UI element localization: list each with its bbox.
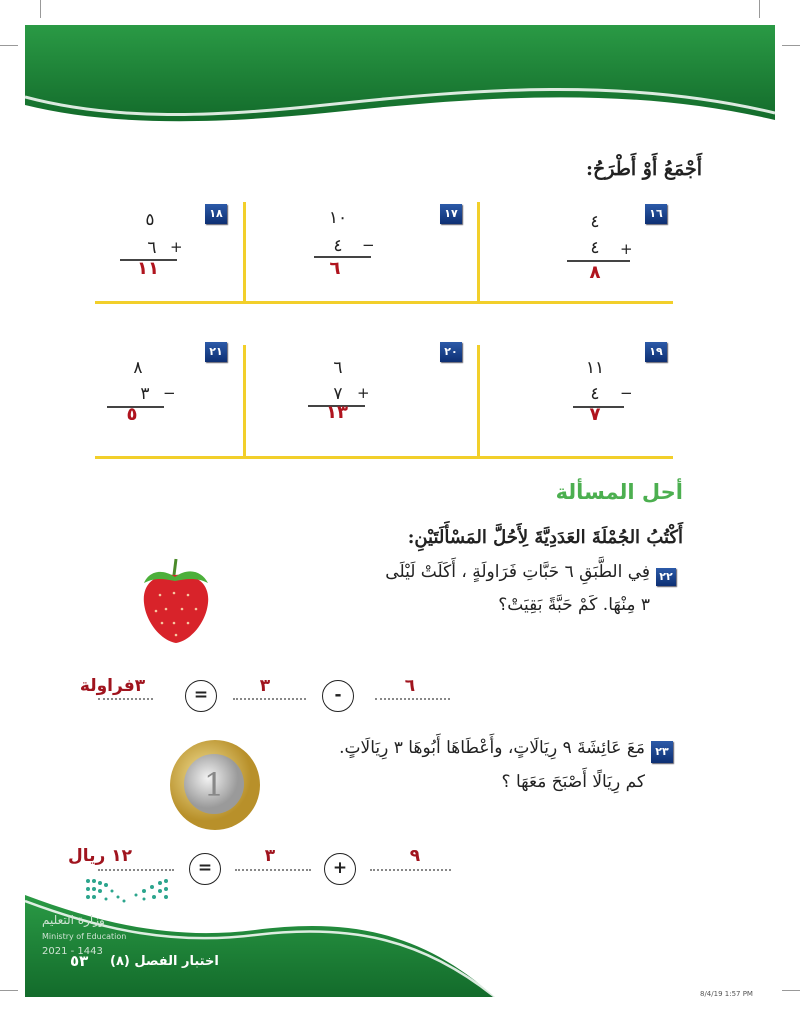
problem-number-badge: ١٩: [645, 342, 667, 362]
answer-blank[interactable]: [375, 698, 450, 700]
filled-value: ١٢ ريال: [68, 846, 132, 866]
divider: [243, 202, 246, 302]
header-band: [25, 25, 775, 125]
divider: [477, 345, 480, 457]
operator: −: [362, 236, 375, 254]
problem-number-badge: ١٨: [205, 204, 227, 224]
answer: ٥: [126, 404, 138, 425]
divider: [95, 301, 673, 304]
equals-circle: =: [185, 680, 217, 712]
ministry-logo-dots: [84, 877, 174, 907]
top-operand: ٨: [133, 358, 143, 378]
equals-circle: =: [189, 853, 221, 885]
divider: [477, 202, 480, 302]
svg-text:1: 1: [203, 766, 225, 804]
ministry-name-en: Ministry of Education: [42, 932, 127, 941]
answer-blank[interactable]: [98, 698, 153, 700]
answer: ٨: [589, 262, 601, 283]
problem-number-badge: ٢٢: [656, 568, 676, 586]
crop-mark: [782, 45, 800, 46]
operator: −: [620, 384, 633, 402]
bottom-operand: ٤: [590, 384, 600, 404]
section-heading: أحل المسألة: [555, 480, 683, 504]
q23-line1: مَعَ عَائِشَةَ ٩ رِيَالَاتٍ، وأَعْطَاهَا أَبُوهَا ٣ رِيَالَاتٍ.: [339, 738, 645, 758]
edition-year: 2021 - 1443: [42, 946, 103, 957]
filled-value: ٣فراولة: [79, 676, 146, 696]
problem-number-badge: ١٧: [440, 204, 462, 224]
top-operand: ١٠: [328, 208, 348, 228]
crop-mark: [759, 0, 760, 18]
answer-blank[interactable]: [233, 698, 306, 700]
answer-blank[interactable]: [98, 869, 174, 871]
top-operand: ١١: [585, 358, 605, 378]
operator: +: [620, 240, 633, 258]
problem-number-badge: ١٦: [645, 204, 667, 224]
answer-blank[interactable]: [370, 869, 451, 871]
filled-value: ٣: [264, 846, 276, 866]
answer: ١١: [137, 258, 159, 279]
chapter-label: اختبار الفصل (٨): [110, 954, 219, 969]
crop-mark: [40, 0, 41, 18]
answer: ٧: [589, 404, 601, 425]
top-operand: ٥: [145, 210, 155, 230]
instruction: أَكْتُبُ الجُمْلَةَ العَدَدِيَّةَ لِأَحُلَّ المَسْأَلَتَيْنِ:: [407, 527, 683, 548]
print-timestamp: 8/4/19 1:57 PM: [700, 990, 753, 998]
filled-value: ٦: [404, 676, 416, 696]
q22-line2: ٣ مِنْهَا. كَمْ حَبَّةً بَقِيَتْ؟: [498, 595, 650, 615]
top-operand: ٦: [333, 358, 343, 378]
strawberry-image: [138, 555, 213, 645]
crop-mark: [0, 45, 18, 46]
problem-number-badge: ٢١: [205, 342, 227, 362]
operator: −: [163, 384, 176, 402]
crop-mark: [782, 990, 800, 991]
bottom-operand: ٦: [147, 238, 157, 258]
filled-value: ٩: [409, 846, 421, 866]
operator-circle: -: [322, 680, 354, 712]
divider: [95, 456, 673, 459]
bottom-operand: ٤: [333, 236, 343, 256]
riyal-coin-image: [168, 738, 262, 832]
ministry-name-ar: وزارة التعليم: [42, 913, 105, 927]
bottom-operand: ٣: [140, 384, 150, 404]
exercise-title: أَجْمَعُ أَوْ أَطْرَحُ:: [586, 158, 702, 180]
bottom-operand: ٤: [590, 238, 600, 258]
crop-mark: [0, 990, 18, 991]
page-number: ٥٣: [70, 952, 89, 970]
q22-line1: فِي الطَّبَقِ ٦ حَبَّاتِ فَرَاولَةٍ ، أَكَلَتْ لَيْلَى: [385, 562, 650, 582]
bottom-operand: ٧: [333, 384, 343, 404]
answer: ١٣: [326, 402, 348, 423]
divider: [243, 345, 246, 457]
q23-line2: كم رِيَالًا أَصْبَحَ مَعَهَا ؟: [501, 772, 645, 792]
problem-number-badge: ٢٠: [440, 342, 462, 362]
problem-number-badge: ٢٣: [651, 741, 673, 763]
operator: +: [357, 384, 370, 402]
filled-value: ٣: [259, 676, 271, 696]
answer: ٦: [329, 258, 341, 279]
answer-blank[interactable]: [235, 869, 311, 871]
top-operand: ٤: [590, 212, 600, 232]
operator-circle: +: [324, 853, 356, 885]
operator: +: [170, 238, 183, 256]
